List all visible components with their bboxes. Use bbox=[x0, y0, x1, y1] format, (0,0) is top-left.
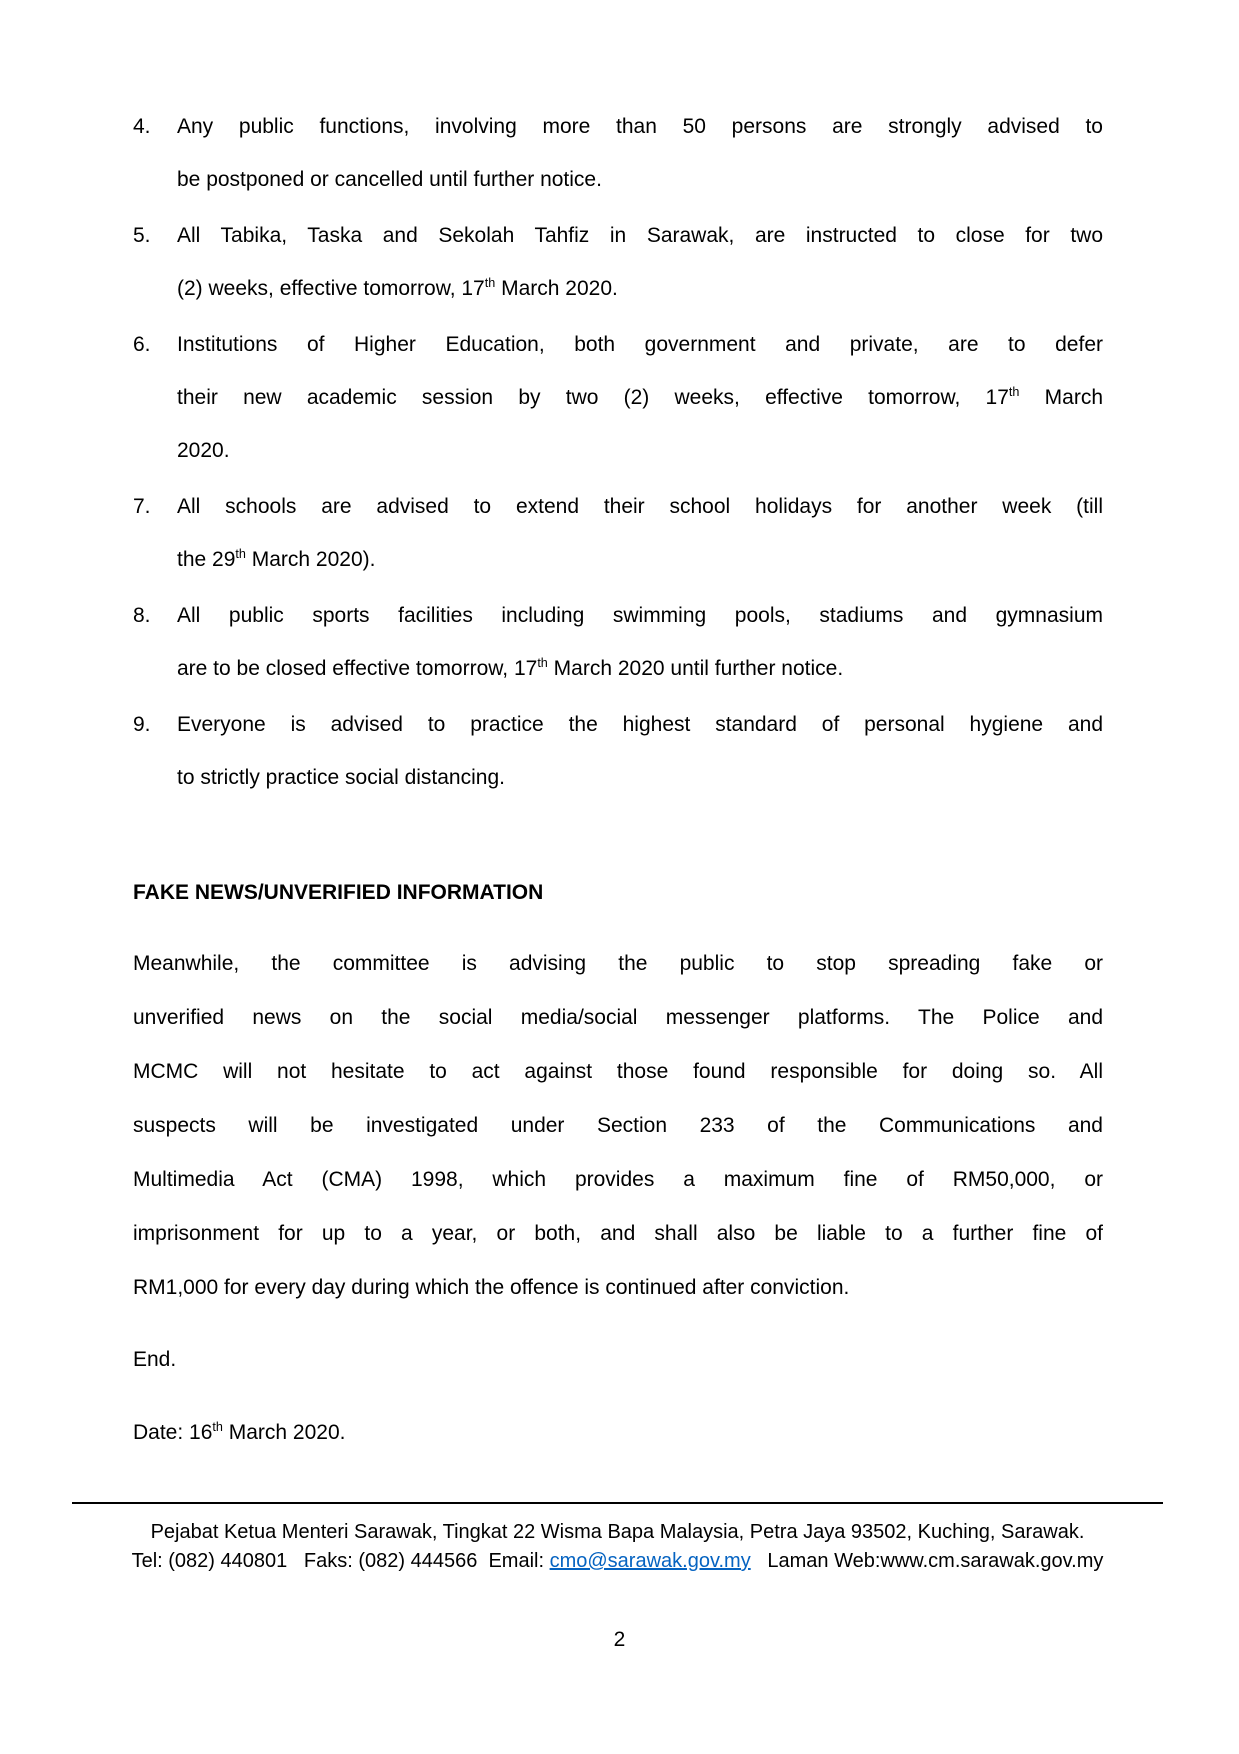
list-item bbox=[133, 589, 1103, 695]
footer-contact bbox=[60, 1547, 1175, 1576]
footer-address: Pejabat Ketua Menteri Sarawak, Tingkat 22 Wisma Bapa Malaysia, Petra Jaya 93502, Kuching, Sarawak. bbox=[150, 1521, 1085, 1543]
item-text bbox=[177, 318, 1103, 477]
page-footer bbox=[60, 1518, 1175, 1576]
item-number: 8. bbox=[133, 604, 151, 627]
item-number: 6. bbox=[133, 333, 151, 356]
fake-news-paragraph bbox=[133, 937, 1103, 1315]
list-item bbox=[133, 209, 1103, 315]
doc-line: suspects will be investigated under Section 233 of the Communications and bbox=[133, 1114, 1103, 1137]
doc-line: All Tabika, Taska and Sekolah Tahfiz in Sarawak, are instructed to close for two bbox=[177, 224, 1103, 247]
item-number: 5. bbox=[133, 224, 151, 247]
doc-line: All public sports facilities including swimming pools, stadiums and gymnasium bbox=[177, 604, 1103, 627]
doc-line: Any public functions, involving more than 50 persons are strongly advised to bbox=[177, 115, 1103, 138]
doc-line: (2) weeks, effective tomorrow, 17th March 2020. bbox=[177, 276, 618, 300]
doc-line: imprisonment for up to a year, or both, and shall also be liable to a further fine of bbox=[133, 1222, 1103, 1245]
item-text bbox=[177, 589, 1103, 695]
doc-line: to strictly practice social distancing. bbox=[177, 766, 505, 789]
list-item bbox=[133, 318, 1103, 477]
doc-line: 2020. bbox=[177, 439, 230, 462]
doc-line: unverified news on the social media/social messenger platforms. The Police and bbox=[133, 1006, 1103, 1029]
doc-line: RM1,000 for every day during which the offence is continued after conviction. bbox=[133, 1276, 850, 1299]
list-item bbox=[133, 480, 1103, 586]
doc-line: be postponed or cancelled until further notice. bbox=[177, 168, 602, 191]
document-content bbox=[133, 100, 1103, 1460]
item-number: 4. bbox=[133, 115, 151, 138]
footer-contact-prefix: Tel: (082) 440801 Faks: (082) 444566 Email: bbox=[131, 1550, 550, 1572]
doc-line: the 29th March 2020). bbox=[177, 547, 376, 571]
item-number: 7. bbox=[133, 495, 151, 518]
doc-line: All schools are advised to extend their school holidays for another week (till bbox=[177, 495, 1103, 518]
item-text bbox=[177, 698, 1103, 804]
end-text: End. bbox=[133, 1348, 177, 1371]
page-number: 2 bbox=[613, 1628, 626, 1651]
numbered-list bbox=[133, 100, 1103, 804]
section-heading: FAKE NEWS/UNVERIFIED INFORMATION bbox=[133, 881, 544, 904]
item-text bbox=[177, 100, 1103, 206]
footer-email-link[interactable]: cmo@sarawak.gov.my bbox=[549, 1550, 751, 1572]
doc-line: Multimedia Act (CMA) 1998, which provides a maximum fine of RM50,000, or bbox=[133, 1168, 1103, 1191]
doc-line: Everyone is advised to practice the highest standard of personal hygiene and bbox=[177, 713, 1103, 736]
list-item bbox=[133, 100, 1103, 206]
doc-line: Institutions of Higher Education, both government and private, are to defer bbox=[177, 333, 1103, 356]
doc-line: their new academic session by two (2) weeks, effective tomorrow, 17th March bbox=[177, 385, 1104, 409]
doc-line: Meanwhile, the committee is advising the public to stop spreading fake or bbox=[133, 952, 1103, 975]
item-number: 9. bbox=[133, 713, 151, 736]
doc-line: MCMC will not hesitate to act against those found responsible for doing so. All bbox=[133, 1060, 1103, 1083]
item-text bbox=[177, 209, 1103, 315]
item-text bbox=[177, 480, 1103, 586]
doc-line: are to be closed effective tomorrow, 17th March 2020 until further notice. bbox=[177, 656, 844, 680]
list-item bbox=[133, 698, 1103, 804]
footer-contact-suffix: Laman Web:www.cm.sarawak.gov.my bbox=[750, 1550, 1104, 1572]
footer-divider bbox=[72, 1502, 1163, 1504]
date-line: Date: 16th March 2020. bbox=[133, 1420, 346, 1444]
